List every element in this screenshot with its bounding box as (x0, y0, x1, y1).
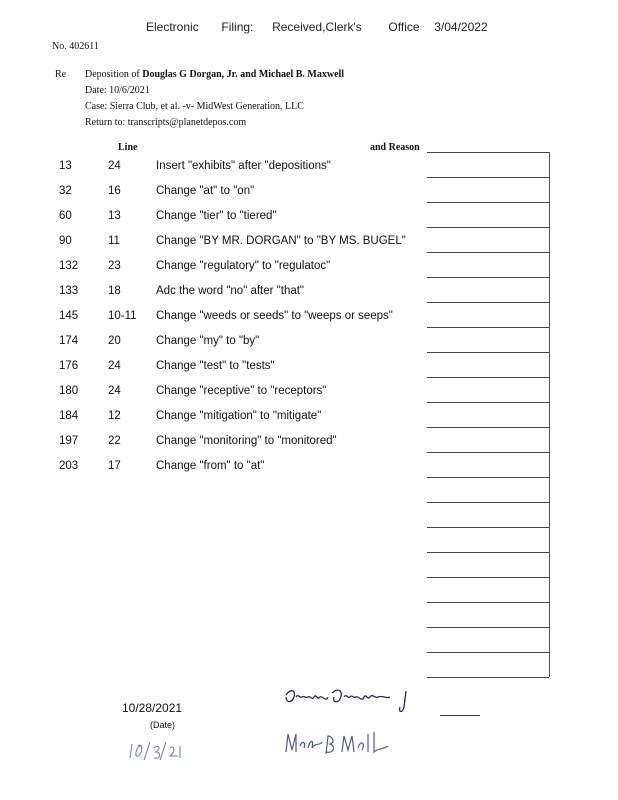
row-page: 90 (59, 235, 72, 247)
row-page: 174 (59, 335, 79, 347)
row-line: 11 (108, 235, 120, 247)
row-change: Change "monitoring" to "monitored" (156, 435, 337, 447)
row-change: Change "mitigation" to "mitigate" (156, 410, 322, 422)
row-line: 17 (108, 460, 121, 472)
errata-row (0, 410, 618, 435)
row-page: 60 (59, 210, 72, 222)
row-change: Change "from" to "at" (156, 460, 265, 472)
reason-rule (427, 577, 549, 578)
date-label: (Date) (150, 720, 176, 730)
row-page: 197 (59, 435, 79, 447)
row-change: Change "at" to "on" (156, 185, 255, 197)
stamp-date: 3/04/2022 (434, 20, 488, 34)
errata-row (0, 285, 618, 310)
errata-row (0, 435, 618, 460)
errata-row (0, 210, 618, 235)
row-change: Insert "exhibits" after "depositions" (156, 160, 331, 172)
signature-douglas-dorgan (282, 685, 432, 715)
errata-row (0, 185, 618, 210)
row-change: Change "tier" to "tiered" (156, 210, 277, 222)
row-line: 22 (108, 435, 121, 447)
handwritten-date (128, 738, 198, 764)
reason-rule (427, 527, 549, 528)
row-change: Change "my" to "by" (156, 335, 260, 347)
row-page: 145 (59, 310, 79, 322)
column-reason-header: and Reason (370, 142, 420, 153)
row-page: 132 (59, 260, 79, 272)
errata-row (0, 310, 618, 335)
row-page: 180 (59, 385, 79, 397)
reason-rule (427, 627, 549, 628)
row-line: 23 (108, 260, 121, 272)
errata-row (0, 160, 618, 185)
row-change: Change "test" to "tests" (156, 360, 275, 372)
row-change: Change "weeds or seeds" to "weeps or seeps" (156, 310, 393, 322)
stamp-electronic: Electronic (146, 20, 199, 34)
errata-row (0, 360, 618, 385)
row-page: 13 (59, 160, 72, 172)
reason-rule (427, 152, 549, 153)
row-page: 32 (59, 185, 72, 197)
row-line: 24 (108, 360, 121, 372)
row-line: 24 (108, 385, 121, 397)
reason-rule (427, 677, 549, 678)
case-name: Case: Sierra Club, et al. -v- MidWest Generation, LLC (85, 101, 304, 112)
row-line: 12 (108, 410, 121, 422)
reason-rule (427, 552, 549, 553)
deposition-line (85, 67, 485, 83)
filing-stamp (146, 20, 488, 34)
stamp-received: Received,Clerk's (272, 20, 362, 34)
return-email: Return to: transcripts@planetdepos.com (85, 117, 247, 128)
row-change: Change "regulatory" to "regulatoc" (156, 260, 331, 272)
row-page: 203 (59, 460, 79, 472)
errata-row (0, 235, 618, 260)
row-page: 176 (59, 360, 79, 372)
stamp-filing: Filing: (221, 20, 254, 34)
column-line-header: Line (118, 142, 138, 153)
row-line: 24 (108, 160, 121, 172)
row-page: 184 (59, 410, 79, 422)
signature-line (440, 715, 480, 716)
stamp-office: Office (388, 20, 420, 34)
reason-rule (427, 652, 549, 653)
errata-row (0, 335, 618, 360)
row-change: Adc the word "no" after "that" (156, 285, 305, 297)
row-line: 18 (108, 285, 121, 297)
errata-row (0, 460, 618, 485)
row-page: 133 (59, 285, 79, 297)
row-line: 16 (108, 185, 121, 197)
signature-michael-maxwell (282, 728, 392, 762)
row-change: Change "receptive" to "receptors" (156, 385, 327, 397)
row-line: 20 (108, 335, 121, 347)
re-label: Re (55, 69, 67, 80)
reason-rule (427, 602, 549, 603)
row-line: 13 (108, 210, 121, 222)
row-line: 10-11 (108, 310, 137, 322)
errata-row (0, 260, 618, 285)
deposition-prefix: Deposition of (85, 69, 143, 80)
reason-rule (427, 502, 549, 503)
deposition-date: Date: 10/6/2021 (85, 85, 150, 96)
document-number: No. 402611 (52, 41, 99, 52)
deponents: Douglas G Dorgan, Jr. and Michael B. Maxwell (142, 69, 345, 80)
row-change: Change "BY MR. DORGAN" to "BY MS. BUGEL" (156, 235, 406, 247)
signed-date: 10/28/2021 (122, 701, 183, 715)
errata-row (0, 385, 618, 410)
